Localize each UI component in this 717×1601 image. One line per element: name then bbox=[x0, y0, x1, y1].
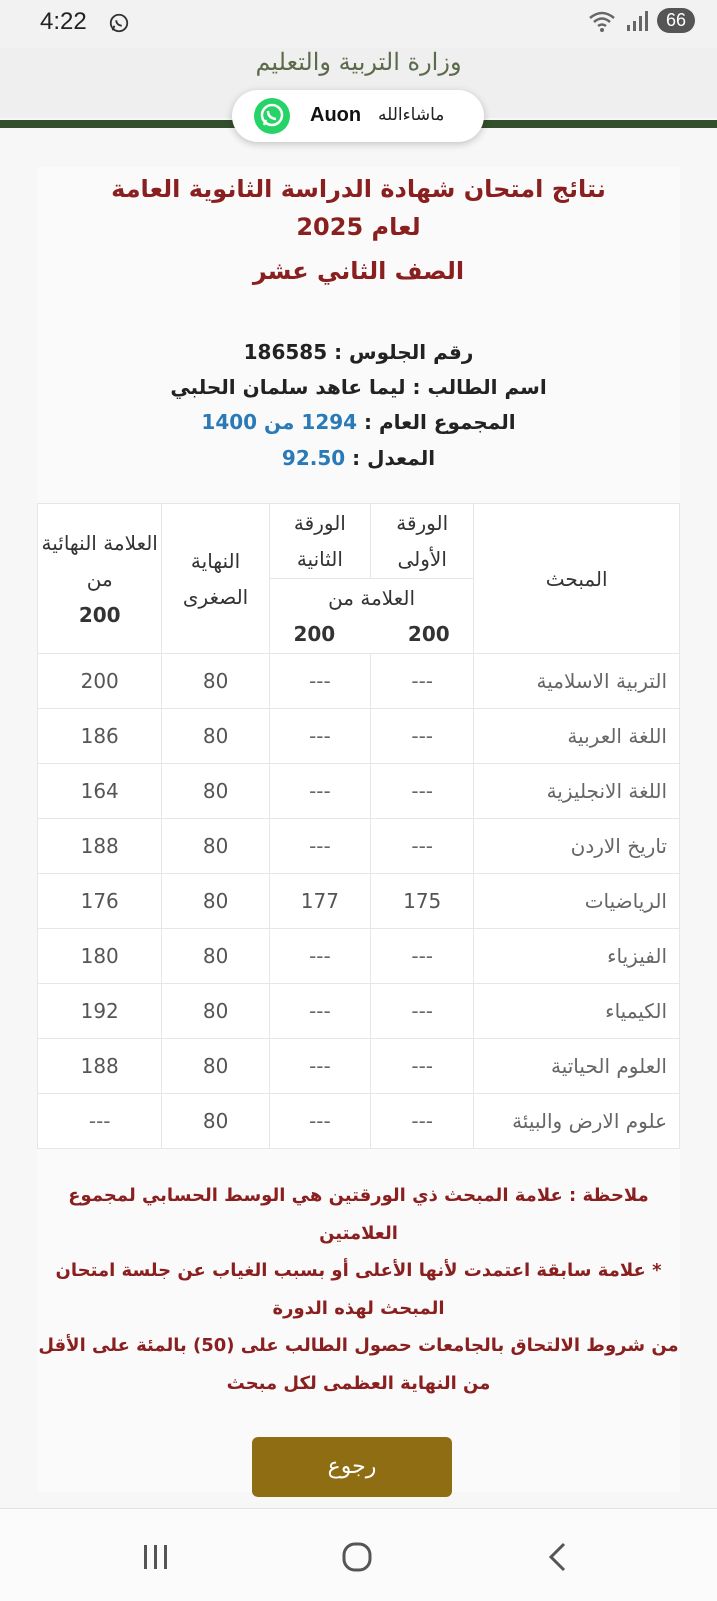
subject-cell: علوم الارض والبيئة bbox=[474, 1094, 680, 1149]
results-card bbox=[37, 167, 680, 1492]
final-cell: 192 bbox=[38, 984, 162, 1039]
paper2-cell: --- bbox=[269, 1039, 370, 1094]
note-previous-mark: * علامة سابقة اعتمدت لأنها الأعلى أو بسبب الغياب عن جلسة امتحان المبحث لهذه الدورة bbox=[55, 1260, 662, 1319]
paper2-cell: 177 bbox=[269, 874, 370, 929]
header-paper2: الورقة الثانية bbox=[269, 504, 370, 579]
seat-number-line bbox=[37, 340, 680, 364]
back-icon[interactable] bbox=[540, 1539, 576, 1575]
paper1-cell: --- bbox=[371, 1039, 474, 1094]
paper1-cell: --- bbox=[371, 709, 474, 764]
paper2-cell: --- bbox=[269, 654, 370, 709]
subject-cell: التربية الاسلامية bbox=[474, 654, 680, 709]
wifi-icon bbox=[587, 9, 617, 33]
total-score: 1294 bbox=[301, 410, 358, 434]
total-max: 1400 bbox=[201, 410, 258, 434]
results-table bbox=[37, 503, 680, 1149]
header-papers-mark bbox=[269, 579, 474, 654]
final-cell: 200 bbox=[38, 654, 162, 709]
recents-icon[interactable] bbox=[138, 1539, 174, 1575]
toast-app-name: Auon bbox=[310, 104, 362, 126]
min-cell: 80 bbox=[162, 984, 269, 1039]
table-row bbox=[38, 984, 680, 1039]
status-bar bbox=[0, 0, 717, 48]
student-name-line bbox=[37, 375, 680, 399]
average-label: المعدل : bbox=[352, 446, 436, 470]
final-cell: --- bbox=[38, 1094, 162, 1149]
table-row bbox=[38, 1094, 680, 1149]
paper2-cell: --- bbox=[269, 984, 370, 1039]
paper1-cell: --- bbox=[371, 1094, 474, 1149]
subject-cell: الفيزياء bbox=[474, 929, 680, 984]
header-subject: المبحث bbox=[474, 504, 680, 654]
final-cell: 188 bbox=[38, 1039, 162, 1094]
header-paper1: الورقة الأولى bbox=[371, 504, 474, 579]
header-final bbox=[38, 504, 162, 654]
header-min: النهاية الصغرى bbox=[162, 504, 269, 654]
average-value: 92.50 bbox=[281, 446, 346, 470]
exam-title: نتائج امتحان شهادة الدراسة الثانوية العامة bbox=[111, 175, 606, 203]
back-button[interactable]: رجوع bbox=[252, 1437, 452, 1497]
note-average: ملاحظة : علامة المبحث ذي الورقتين هي الوسط الحسابي لمجموع العلامتين bbox=[68, 1185, 649, 1244]
average-line bbox=[37, 446, 680, 470]
whatsapp-icon bbox=[108, 12, 130, 34]
whatsapp-icon bbox=[254, 98, 290, 134]
header-final-label: العلامة النهائية من bbox=[41, 530, 158, 591]
header-final-max: 200 bbox=[78, 602, 121, 627]
home-icon[interactable] bbox=[339, 1539, 375, 1575]
notification-toast[interactable] bbox=[232, 90, 484, 142]
final-cell: 180 bbox=[38, 929, 162, 984]
table-row bbox=[38, 654, 680, 709]
table-row bbox=[38, 874, 680, 929]
paper2-cell: --- bbox=[269, 709, 370, 764]
total-of: من bbox=[264, 410, 295, 434]
final-cell: 186 bbox=[38, 709, 162, 764]
table-row bbox=[38, 709, 680, 764]
min-cell: 80 bbox=[162, 874, 269, 929]
table-row bbox=[38, 1039, 680, 1094]
final-cell: 164 bbox=[38, 764, 162, 819]
subject-cell: العلوم الحياتية bbox=[474, 1039, 680, 1094]
status-time: 4:22 bbox=[40, 8, 87, 35]
system-nav-bar bbox=[0, 1508, 717, 1601]
min-cell: 80 bbox=[162, 819, 269, 874]
header-paper2-max: 200 bbox=[407, 622, 450, 646]
header-paper1-max: 200 bbox=[293, 622, 336, 646]
paper2-cell: --- bbox=[269, 929, 370, 984]
paper1-cell: --- bbox=[371, 819, 474, 874]
battery-indicator: 66 bbox=[657, 8, 695, 33]
min-cell: 80 bbox=[162, 929, 269, 984]
signal-icon bbox=[625, 9, 649, 33]
subject-cell: تاريخ الاردن bbox=[474, 819, 680, 874]
seat-number: 186585 bbox=[243, 340, 328, 364]
paper1-cell: --- bbox=[371, 984, 474, 1039]
status-icons bbox=[587, 8, 695, 33]
paper1-cell: --- bbox=[371, 654, 474, 709]
subject-cell: اللغة العربية bbox=[474, 709, 680, 764]
paper1-cell: --- bbox=[371, 929, 474, 984]
exam-grade: الصف الثاني عشر bbox=[252, 257, 465, 285]
subject-cell: الكيمياء bbox=[474, 984, 680, 1039]
min-cell: 80 bbox=[162, 654, 269, 709]
name-label: اسم الطالب : bbox=[412, 375, 547, 399]
exam-year: لعام 2025 bbox=[296, 213, 421, 241]
table-header-row bbox=[38, 504, 680, 579]
total-label: المجموع العام : bbox=[364, 410, 516, 434]
note-university-condition: من شروط الالتحاق بالجامعات حصول الطالب على (50) بالمئة على الأقل من النهاية العظمى لكل مبحث bbox=[38, 1335, 679, 1394]
header-papers-mark-label: العلامة من bbox=[328, 586, 416, 610]
paper2-cell: --- bbox=[269, 1094, 370, 1149]
seat-label: رقم الجلوس : bbox=[334, 340, 474, 364]
min-cell: 80 bbox=[162, 764, 269, 819]
ministry-name: وزارة التربية والتعليم bbox=[255, 48, 462, 76]
paper2-cell: --- bbox=[269, 819, 370, 874]
total-line bbox=[37, 410, 680, 434]
student-name: ليما عاهد سلمان الحلبي bbox=[170, 375, 406, 399]
subject-cell: الرياضيات bbox=[474, 874, 680, 929]
toast-message: ماشاءالله bbox=[378, 105, 445, 125]
table-row bbox=[38, 819, 680, 874]
paper1-cell: --- bbox=[371, 764, 474, 819]
min-cell: 80 bbox=[162, 709, 269, 764]
paper2-cell: --- bbox=[269, 764, 370, 819]
subject-cell: اللغة الانجليزية bbox=[474, 764, 680, 819]
table-row bbox=[38, 764, 680, 819]
min-cell: 80 bbox=[162, 1039, 269, 1094]
final-cell: 188 bbox=[38, 819, 162, 874]
paper1-cell: 175 bbox=[371, 874, 474, 929]
min-cell: 80 bbox=[162, 1094, 269, 1149]
table-row bbox=[38, 929, 680, 984]
final-cell: 176 bbox=[38, 874, 162, 929]
